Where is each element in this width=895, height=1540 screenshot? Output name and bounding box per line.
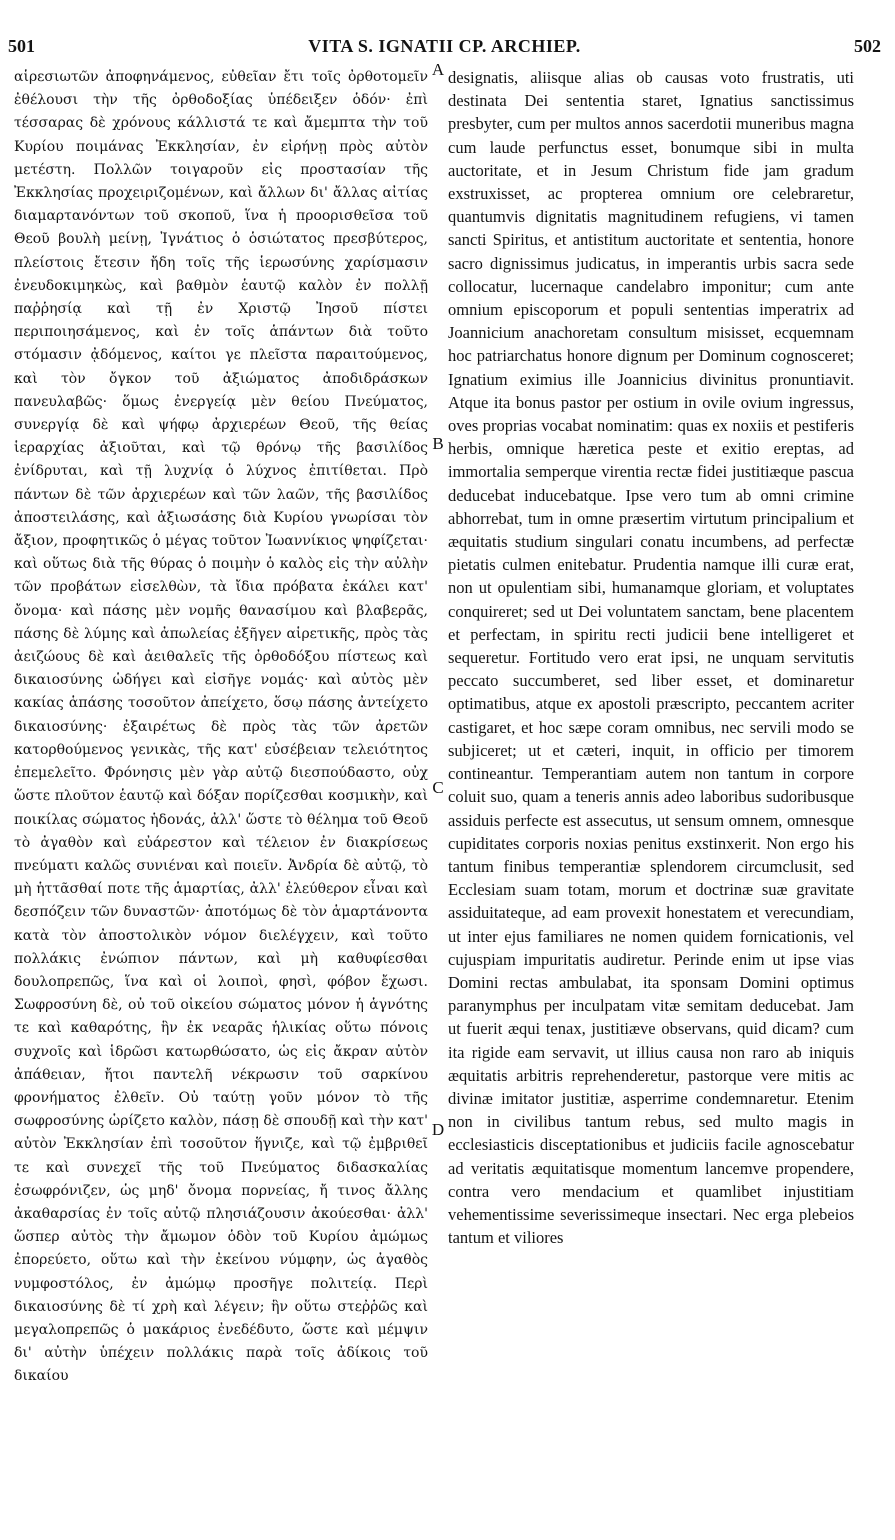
running-header bbox=[8, 36, 881, 62]
greek-column bbox=[14, 66, 428, 1506]
margin-marker-b: B bbox=[432, 434, 444, 453]
page-number-right: 502 bbox=[854, 36, 881, 56]
margin-marker-d: D bbox=[431, 1120, 445, 1139]
page-number-left: 501 bbox=[8, 36, 35, 56]
latin-text: designatis, aliisque alias ob causas voto frustratis, uti destinata Dei sententia staret, Ignatius sanctissimus presbyter, cum per multos annos sacerdotii muneribus magna cum laude perfunctus esset, bonumque sibi in multa auctoritate, et in Jesum Christum fide jam gradum exstruxisset, ac propterea omnium ore celebraretur, quantumvis dignitatis magnitudinem refugiens, vi tamen sancti Spiritus, et antistitum auctoritate et sententia, honore sacro dignissimus judicatus, in imperantis urbis sacra sede collocatur, lucernaque candelabro imponitur; cum ante omnium episcoporum et populi sententias imperatrix ad Joannicium anachoretam consultum misisset, ecquemnam hoc patriarchatus honore dignum per Dominum cognosceret; Ignatium eximius ille Joannicius divinitus pronuntiavit. Atque ita bonus pastor per ostium in ovile ovium ingressus, oves proprias vocabat nominatim: quas ex noxiis et pestiferis herbis, omnique hæretica peste et exitio ereptas, ad immortalia semperque virentia rectæ fidei justitiæque pascua deducebat inducebatque. Ipse vero tum ab omni crimine abhorrebat, tum in omne præsertim virtutum principalium et æquitatis studium singulari conatu incumbens, ad perfectæ pietatis culmen enitebatur. Prudentia namque illi curæ erat, non ut opulentiam sibi, humanamque gloriam, et voluptates conquireret; sed ut Dei voluntatem sanctam, bene placentem et perfectam, in spiritu recti judicii bene intelligeret et sequeretur. Fortitudo vero erat ipsi, ne unquam servitutis peccato succumberet, sed liber esset, et dominaretur optimatibus, atque ex apostoli præscripto, peccantem acriter castigaret, et hoc sæpe coram omnibus, nec servili modo se subjiceret; ut et cæteri, inquit, in officio per timorem contineantur. Temperantiam autem non tantum in corpore coluit suo, quam a teneris annis adeo laboribus sudoribusque assiduis perfecte est assecutus, ut sensum omnem, omnesque cupiditates corporis noxias penitus exstinxerit. Non ergo his tantum finibus temperantiæ splendorem circumclusit, sed Ecclesiam suam totam, morum et doctrinæ suæ gravitate assiduitateque, ad eam provexit honestatem et verecundiam, ut inter ejus familiares ne nomen quidem fornicationis, vel cujuspiam impuritatis audiretur. Perinde enim ut ipse vias Domini rectas ambulabat, ita sponsam Domini optimus paranymphus per inculpatam vitæ semitam deducebat. Jam ut fuerit æqui tenax, justitiæve observans, quid dicam? cum ita rigide eam servavit, ut illius causa non raro ab iniquis æquitatis arbitris reprehenderetur, pastorque vere mitis ac divinæ imitator justitiæ, asperrime condemnaretur. Etenim non in civilibus tantum rebus, sed multo magis in ecclesiasticis disceptationibus et judiciis facile agnoscebatur ad veritatis æquitatisque momentum lancemve propendere, contra vero mendacium et quamlibet injustitiam vehementissime severissimeque insectari. Nec erga plebeios tantum et viliores bbox=[448, 68, 854, 1248]
running-title: VITA S. IGNATII CP. ARCHIEP. bbox=[308, 36, 581, 56]
greek-text: αἱρεσιωτῶν ἀποφηνάμενος, εὐθεῖαν ἔτι τοῖς ὀρθοτομεῖν ἐθέλουσι τὴν τῆς ὀρθοδοξίας ὑπέδειξεν ὁδόν· ἐπὶ τέσσαρας δὲ χρόνους κάλλιστά τε καὶ ἄμεμπτα τὴν τοῦ Κυρίου ποιμάνας Ἐκκλησίαν, ἐν εἰρήνῃ πρὸς αὐτὸν μετέστη. Πολλῶν τοιγαροῦν εἰς προστασίαν τῆς Ἐκκλησίας προχειριζομένων, καὶ ἄλλων δι' ἄλλας αἰτίας διαμαρτανόντων τοῦ σκοποῦ, ἵνα ἡ προορισθεῖσα τοῦ Θεοῦ βουλὴ μείνῃ, Ἰγνάτιος ὁ ὁσιώτατος πρεσβύτερος, πλείστοις ἔτεσιν ἤδη τοῖς τῆς ἱερωσύνης χαρίσμασιν ἐνευδοκιμηκὼς, καὶ βαθμὸν ἑαυτῷ καλὸν ἐν πολλῇ παῤῥησίᾳ καὶ τῇ ἐν Χριστῷ Ἰησοῦ πίστει περιποιησάμενος, καὶ ἐν τοῖς ἁπάντων διὰ τοῦτο στόμασιν ᾀδόμενος, καίτοι γε πλεῖστα παραιτούμενος, καὶ τὸν ὄγκον τοῦ ἀξιώματος ἀποδιδράσκων πανευλαβῶς· ὅμως ἐνεργείᾳ μὲν θείου Πνεύματος, συνεργίᾳ δὲ καὶ ψήφῳ ἀρχιερέων Θεοῦ, τῆς θείας ἱεραρχίας ἀξιοῦται, καὶ τῷ θρόνῳ τῆς βασιλίδος ἐνίδρυται, καὶ τῇ λυχνίᾳ ὁ λύχνος ἐπιτίθεται. Πρὸ πάντων δὲ τῶν ἀρχιερέων καὶ τῶν λαῶν, τῆς βασιλίδος ἀποστειλάσης, καὶ ἀξιωσάσης διὰ Κυρίου γνωρίσαι τὸν ἄξιον, προφητικῶς ὁ μέγας τοῦτον Ἰωαννίκιος ψηφίζεται· καὶ οὕτως διὰ τῆς θύρας ὁ ποιμὴν ὁ καλὸς εἰς τὴν αὐλὴν τῶν προβάτων εἰσελθὼν, τὰ ἴδια πρόβατα ἐκάλει κατ' ὄνομα· καὶ πάσης μὲν νομῆς θανασίμου καὶ βλαβερᾶς, πάσης δὲ λύμης καὶ ἀπωλείας ἐξῆγεν αἱρετικῆς, πρὸς τὰς ἀειζώους δὲ καὶ ἀειθαλεῖς τῆς ὀρθοδόξου πίστεως καὶ δικαιοσύνης ὡδήγει καὶ εἰσῆγε νομάς· καὶ αὐτὸς μὲν κακίας ἁπάσης τοσοῦτον ἀπείχετο, ὅσῳ πάσης ἀντείχετο δικαιοσύνης· ἐξαιρέτως δὲ πρὸς τὰς τῶν ἀρετῶν κατορθούμενος γενικὰς, τῆς κατ' εὐσέβειαν τελειότητος ἐπεμελεῖτο. Φρόνησις μὲν γὰρ αὐτῷ διεσπούδαστο, οὐχ ὥστε πλοῦτον ἑαυτῷ καὶ δόξαν πορίζεσθαι κοσμικὴν, καὶ ποικίλας σώματος ἡδονάς, ἀλλ' ὥστε τὸ θέλημα τοῦ Θεοῦ τὸ ἀγαθὸν καὶ εὐάρεστον καὶ τέλειον ἐν διακρίσεως πνεύματι καλῶς συνιέναι καὶ ποιεῖν. Ἀνδρία δὲ αὐτῷ, τὸ μὴ ἡττᾶσθαί ποτε τῆς ἁμαρτίας, ἀλλ' ἐλεύθερον εἶναι καὶ δεσπόζειν τῶν δυναστῶν· ἀποτόμως δὲ τὸν ἁμαρτάνοντα κατὰ τὸν ἀποστολικὸν νόμον διελέγχειν, καὶ τοῦτο πολλάκις ἐνώπιον πάντων, καὶ μὴ καθυφίεσθαι δουλοπρεπῶς, ἵνα καὶ οἱ λοιποὶ, φησὶ, φόβον ἔχωσι. Σωφροσύνη δὲ, οὐ τοῦ οἰκείου σώματος μόνον ἡ ἁγνότης τε καὶ καθαρότης, ἣν ἐκ νεαρᾶς ἡλικίας οὕτω πόνοις συχνοῖς καὶ ἱδρῶσι κατωρθώσατο, ὡς εἰς ἄκραν αὐτὸν ἀπάθειαν, ἤτοι παντελῆ νέκρωσιν τοῦ σαρκίνου φρονήματος ἐλθεῖν. Οὐ ταύτῃ γοῦν μόνον τὸ τῆς σωφροσύνης ὡρίζετο καλὸν, πάσῃ δὲ σπουδῇ καὶ τὴν κατ' αὐτὸν Ἐκκλησίαν ἐπὶ τοσοῦτον ἥγνιζε, καὶ τῷ ἐμβριθεῖ τε καὶ συνεχεῖ τῆς τοῦ Πνεύματος διδασκαλίας ἐσωφρόνιζεν, ὡς μηδ' ὄνομα πορνείας, ἤ τινος ἄλλης ἀκαθαρσίας ἐν τοῖς αὐτῷ πλησιάζουσιν ἀκούεσθαι· ἀλλ' ὥσπερ αὐτὸς τὴν ἄμωμον ὁδὸν τοῦ Κυρίου ἀμώμως ἐπορεύετο, οὕτω καὶ τὴν ἐκείνου νύμφην, ὡς ἀγαθὸς νυμφοστόλος, ἐν ἀμώμῳ προσῆγε πολιτείᾳ. Περὶ δικαιοσύνης δὲ τί χρὴ καὶ λέγειν; ἣν οὕτω στεῤῥῶς καὶ μεγαλοπρεπῶς ὁ μακάριος ἐνεδέδυτο, ὥστε καὶ μέμψιν δι' αὐτὴν ὑπέχειν πολλάκις παρὰ τοῖς ἀδίκοις τοῦ δικαίου bbox=[14, 69, 428, 1385]
margin-marker-c: C bbox=[432, 778, 444, 797]
margin-marker-a: A bbox=[431, 60, 445, 79]
latin-column bbox=[448, 66, 854, 1506]
